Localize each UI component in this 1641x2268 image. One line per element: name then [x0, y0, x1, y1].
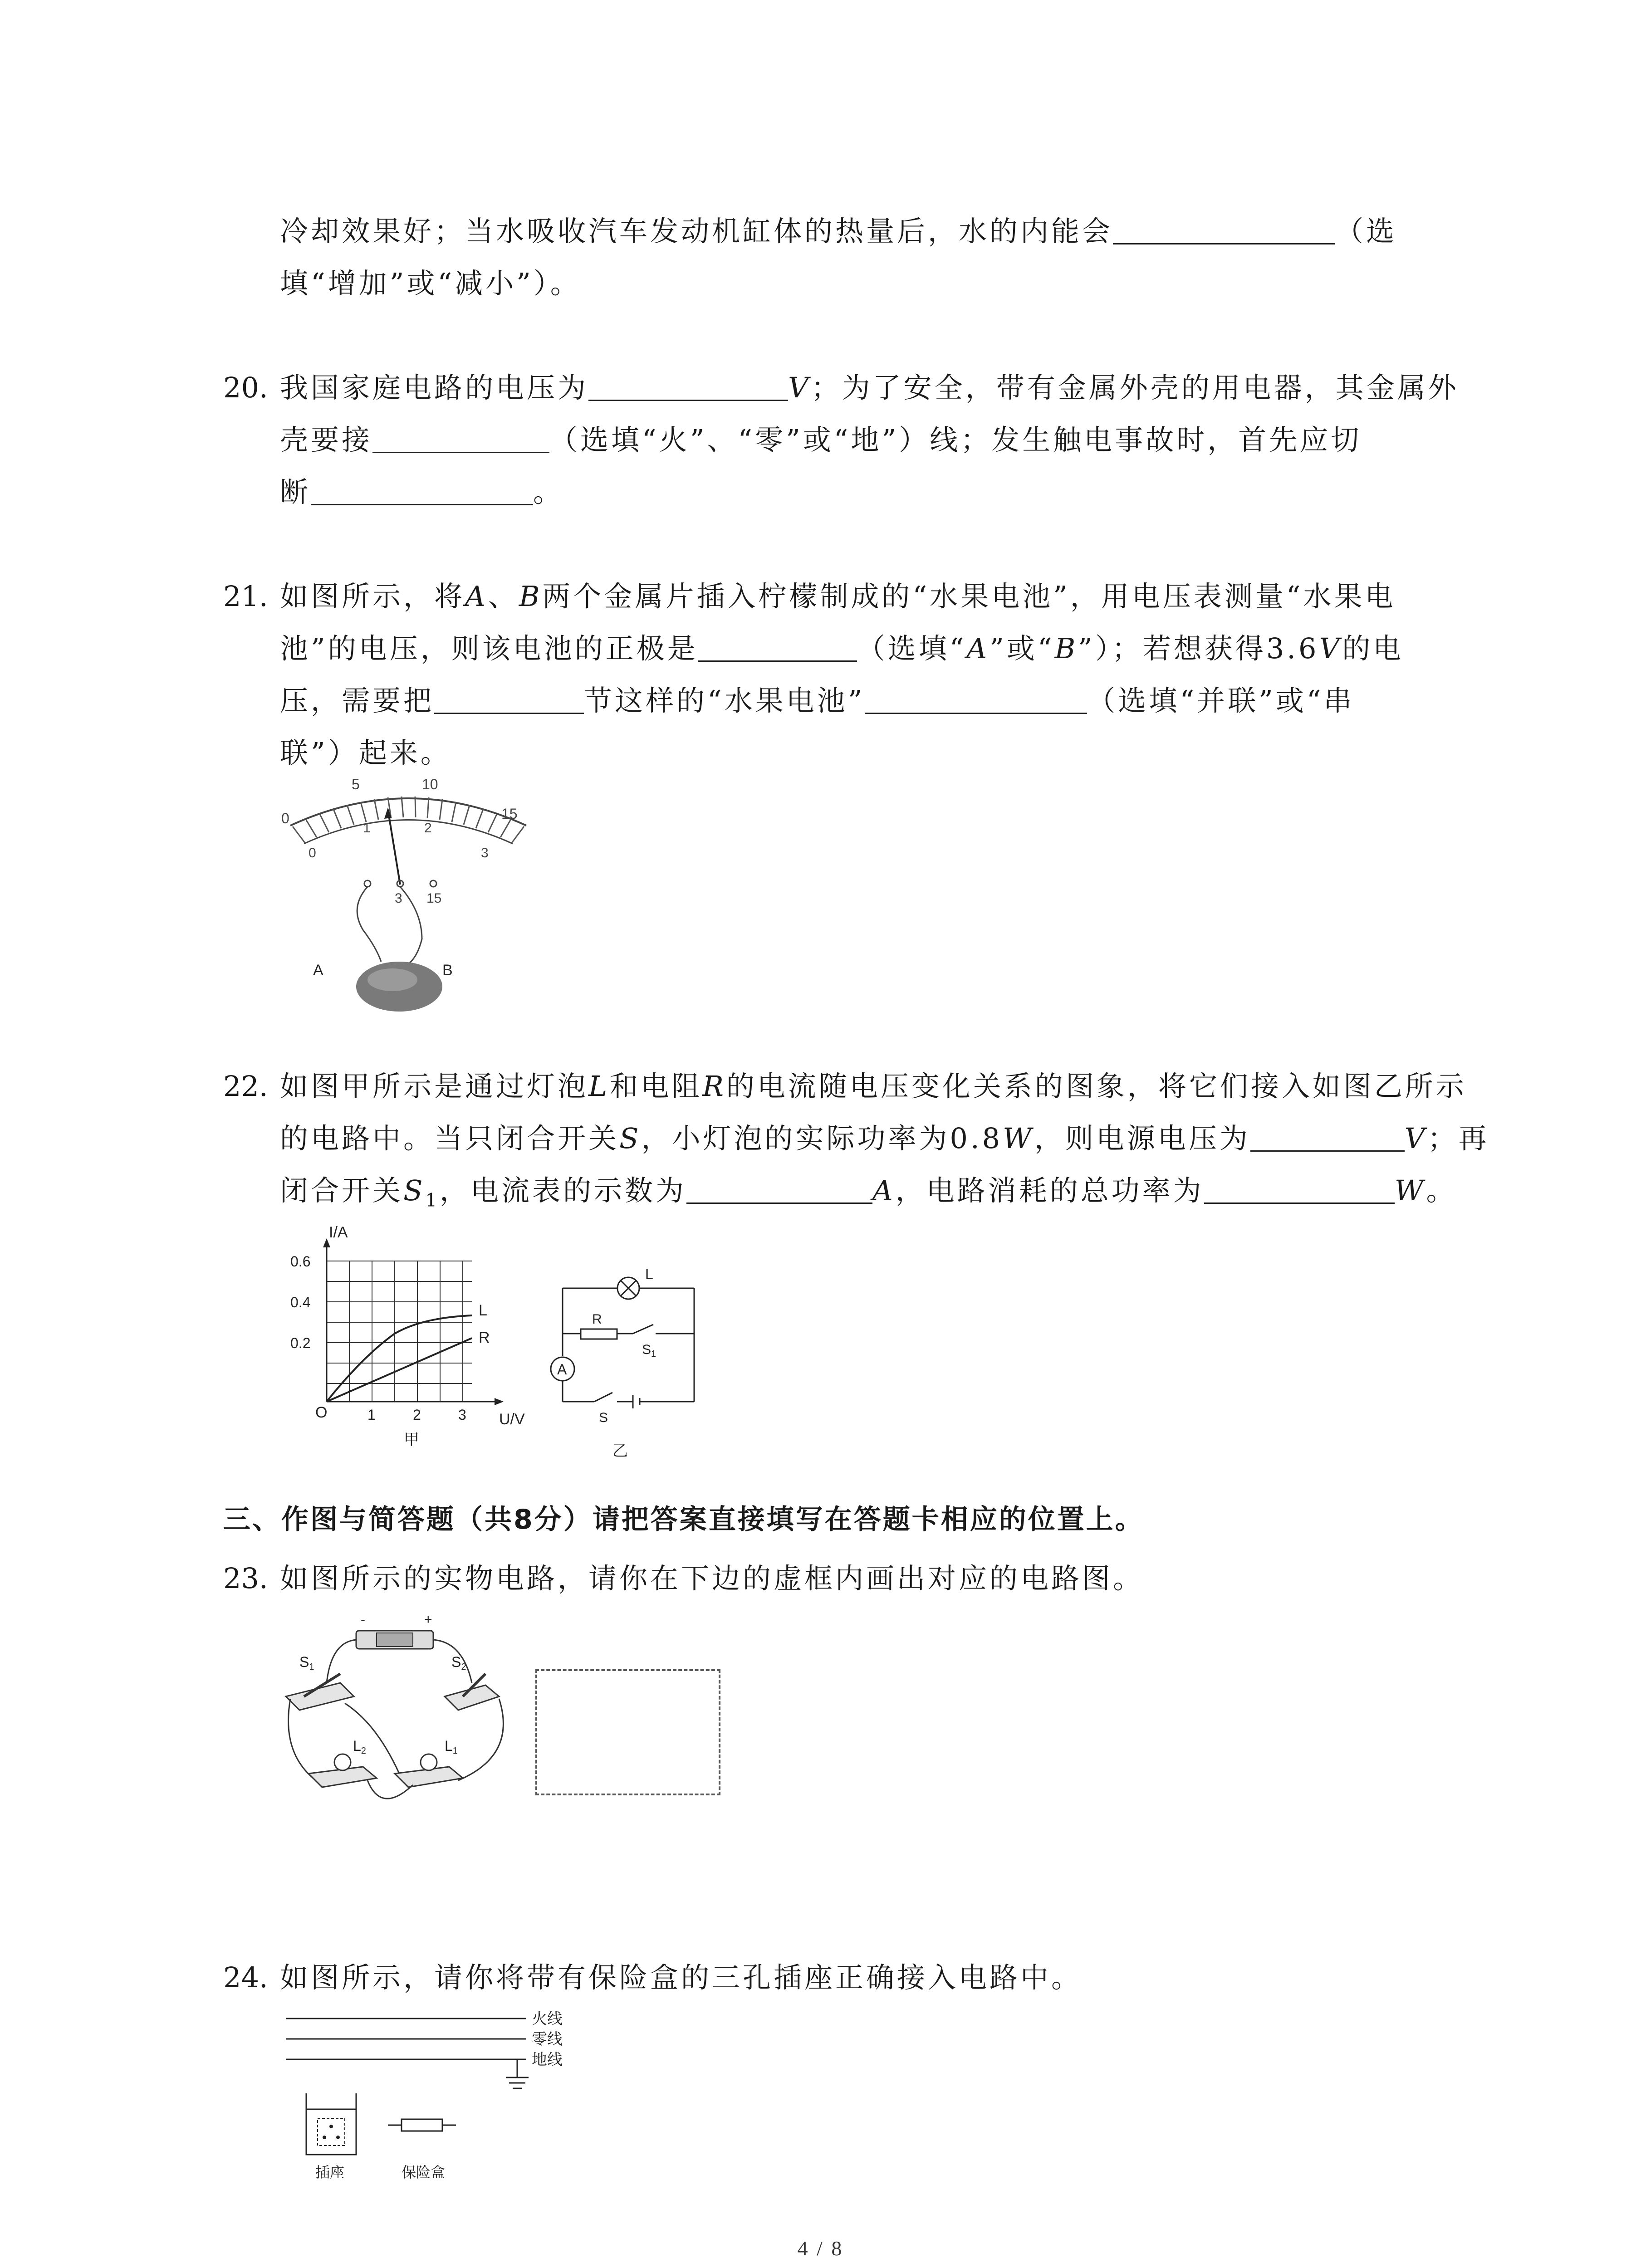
- battery: [356, 1612, 433, 1649]
- q21-text: 如图所示，将: [280, 580, 465, 613]
- top-scale-0: 0: [281, 810, 289, 826]
- iv-graph: [272, 1225, 544, 1461]
- socket-label: 插座: [315, 2164, 345, 2180]
- voltmeter-terminals: [364, 880, 441, 906]
- q20-text: 壳要接: [280, 423, 373, 456]
- q24-text: 如图所示，请你将带有保险盒的三孔插座正确接入电路中。: [280, 1961, 1083, 1994]
- q23-number: 23.: [223, 1562, 268, 1595]
- svg-text:L2: L2: [353, 1738, 366, 1756]
- electrode-b-label: B: [442, 962, 453, 979]
- q21-text: 联”）起来。: [280, 736, 451, 769]
- earth-wire-label: 地线: [532, 2051, 563, 2068]
- x-tick-1: 1: [367, 1407, 376, 1423]
- bottom-scale-1: 1: [363, 821, 371, 836]
- q22-var: R: [702, 1070, 726, 1103]
- q19-line1: [280, 213, 1397, 249]
- bottom-scale-0: 0: [309, 846, 316, 860]
- q21-var: A: [966, 632, 990, 665]
- q24-line1: [280, 1960, 1082, 1996]
- q20-unit: V: [788, 371, 811, 404]
- ammeter-label: A: [557, 1361, 567, 1378]
- origin-label: O: [315, 1404, 328, 1421]
- switch-s1-label: $S_1$: [642, 1342, 656, 1359]
- q20-text: 我国家庭电路的电压为: [280, 371, 589, 404]
- battery-minus: -: [361, 1612, 365, 1627]
- q21-line3: [280, 683, 1355, 719]
- q22-text: ，则电源电压为: [1034, 1122, 1250, 1155]
- q22-current-blank[interactable]: [686, 1174, 872, 1204]
- q22-text: 闭合开关: [280, 1174, 404, 1207]
- q22-var: A: [872, 1174, 896, 1207]
- q20-cut-blank[interactable]: [311, 476, 533, 505]
- q22-text: ，小灯泡的实际功率为0.8: [641, 1122, 1003, 1155]
- x-tick-3: 3: [458, 1407, 466, 1423]
- q23-line1: [280, 1560, 1144, 1597]
- top-scale-15: 15: [501, 806, 518, 822]
- q19-answer-blank[interactable]: [1113, 215, 1335, 244]
- q21-number: 21.: [223, 580, 268, 613]
- curve-l-label: L: [479, 1302, 487, 1319]
- q21-line1: [280, 578, 1396, 615]
- q21-text: 、: [488, 580, 519, 613]
- q21-var: B: [519, 580, 543, 613]
- q24-number: 24.: [223, 1961, 268, 1994]
- q21-text: （选填“并联”或“串: [1087, 684, 1355, 717]
- q20-text: （选填“火”、“零”或“地”）线；发生触电事故时，首先应切: [549, 423, 1362, 456]
- q22-var: L: [588, 1070, 610, 1103]
- x-axis-label: U/V: [499, 1411, 525, 1428]
- y-tick-02: 0.2: [290, 1335, 311, 1351]
- circuit-caption: 乙: [612, 1442, 628, 1460]
- q21-text: 两个金属片插入柠檬制成的“水果电池”，用电压表测量“水果电: [542, 580, 1396, 613]
- q22-text: ；再: [1427, 1122, 1489, 1155]
- svg-text:L1: L1: [445, 1738, 458, 1756]
- terminal-15: 15: [426, 891, 442, 906]
- q22-text: 的电路中。当只闭合开关: [280, 1122, 620, 1155]
- q20-line3: [280, 474, 564, 510]
- q20-wire-blank[interactable]: [372, 424, 549, 453]
- top-scale-5: 5: [352, 776, 360, 792]
- q22-var: S: [619, 1122, 642, 1155]
- q22-line2: [280, 1120, 1489, 1157]
- x-tick-2: 2: [413, 1407, 421, 1423]
- live-wire-label: 火线: [532, 2010, 563, 2028]
- q21-connection-blank[interactable]: [865, 684, 1087, 714]
- q22-text: 的电流随电压变化关系的图象，将它们接入如图乙所示: [726, 1070, 1467, 1103]
- q20-voltage-blank[interactable]: [588, 371, 788, 401]
- fuse-box-icon: [388, 2119, 456, 2131]
- switch-s-label: S: [599, 1410, 608, 1425]
- curve-l: [327, 1315, 472, 1402]
- q22-voltage-blank[interactable]: [1250, 1122, 1405, 1152]
- graph-caption: 甲: [404, 1431, 419, 1448]
- socket-icon: [306, 2093, 356, 2155]
- wire-b: [400, 887, 422, 964]
- q21-text: 的电: [1342, 632, 1404, 665]
- page-number: 4 / 8: [797, 2237, 844, 2260]
- q19-line2: [280, 265, 581, 302]
- bottom-scale-2: 2: [424, 821, 432, 836]
- q19-text: （选: [1335, 215, 1397, 248]
- q22-number: 22.: [223, 1070, 268, 1103]
- terminal-3: 3: [395, 891, 402, 906]
- q22-line1: [280, 1068, 1467, 1105]
- q19-text: 填“增加”或“减小”）。: [280, 267, 581, 300]
- y-tick-06: 0.6: [290, 1253, 311, 1270]
- q22-text: 和电阻: [610, 1070, 703, 1103]
- q20-text: 。: [533, 475, 564, 508]
- bottom-scale-3: 3: [481, 846, 489, 860]
- q20-text: ；为了安全，带有金属外壳的用电器，其金属外: [811, 371, 1459, 404]
- lamp-label: L: [645, 1266, 653, 1282]
- q21-text: 池”的电压，则该电池的正极是: [280, 632, 698, 665]
- wire-a: [357, 887, 381, 962]
- q21-text: ”或“: [989, 632, 1055, 665]
- q22-text: 。: [1426, 1174, 1457, 1207]
- lamp-l2: [309, 1738, 377, 1787]
- physical-circuit: [272, 1606, 526, 1823]
- q21-count-blank[interactable]: [434, 684, 584, 714]
- q20-text: 断: [280, 475, 311, 508]
- q22-subscript: 1: [425, 1190, 440, 1211]
- q22-text: 如图甲所示是通过灯泡: [280, 1070, 589, 1103]
- q22-text: ，电流表的示数为: [439, 1174, 686, 1207]
- q22-var: W: [1394, 1174, 1426, 1207]
- q22-var: S: [403, 1174, 426, 1207]
- switch-s1: [286, 1654, 354, 1710]
- q22-var: W: [1003, 1122, 1034, 1155]
- q21-text: 压，需要把: [280, 684, 435, 717]
- y-tick-04: 0.4: [290, 1294, 311, 1310]
- resistor-label: R: [592, 1312, 602, 1327]
- answer-dashed-box[interactable]: [535, 1669, 720, 1795]
- top-scale-10: 10: [422, 776, 438, 792]
- q20-line1: [280, 370, 1459, 406]
- battery-plus: +: [424, 1612, 432, 1627]
- q21-var: B: [1054, 632, 1078, 665]
- q20-number: 20.: [223, 371, 268, 404]
- neutral-wire-label: 零线: [532, 2031, 563, 2048]
- socket-wiring-figure: [272, 2005, 599, 2186]
- q22-text: ，电路消耗的总功率为: [895, 1174, 1204, 1207]
- q21-var: A: [465, 580, 488, 613]
- q20-line2: [280, 422, 1362, 458]
- curve-r: [327, 1338, 472, 1402]
- q21-line2: [280, 631, 1404, 667]
- fuse-box-label: 保险盒: [402, 2164, 446, 2180]
- q22-power-blank[interactable]: [1204, 1174, 1395, 1204]
- q21-var: V: [1319, 632, 1342, 665]
- q21-text: ”）；若想获得3.6: [1078, 632, 1319, 665]
- q21-text: 节这样的“水果电池”: [584, 684, 865, 717]
- q22-line3: [280, 1173, 1457, 1218]
- voltmeter-dial: [281, 776, 526, 885]
- voltmeter-lemon-figure: [272, 762, 544, 1016]
- y-axis-label: I/A: [329, 1225, 348, 1241]
- lamp-l1: [395, 1738, 463, 1787]
- curve-r-label: R: [479, 1329, 490, 1346]
- circuit-yi: [544, 1261, 717, 1461]
- electrode-a-label: A: [313, 962, 323, 979]
- svg-text:S2: S2: [451, 1654, 466, 1672]
- q21-text: （选填“: [857, 632, 967, 665]
- q19-text: 冷却效果好；当水吸收汽车发动机缸体的热量后，水的内能会: [280, 215, 1113, 248]
- q21-pole-blank[interactable]: [698, 632, 857, 662]
- q22-var: V: [1404, 1122, 1428, 1155]
- svg-text:S1: S1: [299, 1654, 314, 1672]
- section-3-title: 三、作图与简答题（共8分）请把答案直接填写在答题卡相应的位置上。: [223, 1504, 1144, 1535]
- ground-symbol: [506, 2059, 529, 2088]
- q23-text: 如图所示的实物电路，请你在下边的虚框内画出对应的电路图。: [280, 1562, 1144, 1595]
